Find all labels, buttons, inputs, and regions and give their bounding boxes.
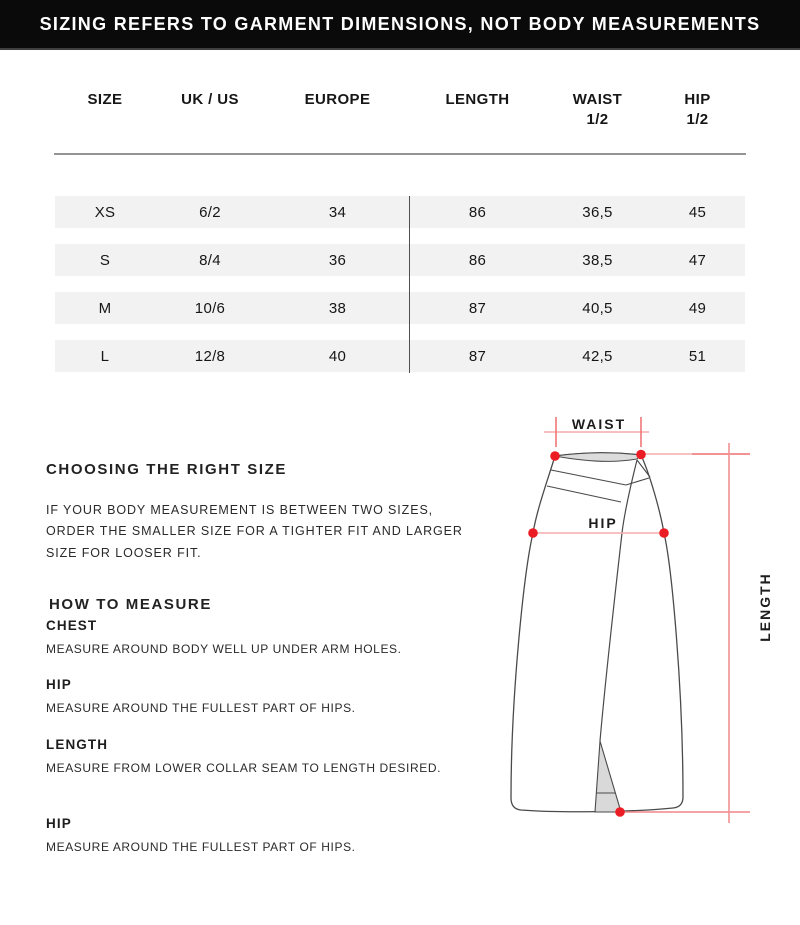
column-header-length: LENGTH xyxy=(445,91,510,108)
measure-desc: MEASURE AROUND BODY WELL UP UNDER ARM HOLES. xyxy=(46,642,402,656)
table-cell: 38,5 xyxy=(582,251,613,269)
length-label: LENGTH xyxy=(757,572,773,642)
table-cell: M xyxy=(98,299,112,317)
disclaimer-banner xyxy=(0,0,800,50)
measure-desc: MEASURE AROUND THE FULLEST PART OF HIPS. xyxy=(46,840,356,854)
table-cell: 47 xyxy=(688,251,707,269)
table-cell: L xyxy=(100,347,110,365)
table-cell: S xyxy=(99,251,111,269)
table-cell: XS xyxy=(94,203,116,221)
table-cell: 87 xyxy=(468,347,487,365)
hip-dot-left xyxy=(528,528,538,538)
measure-item-hip-2 xyxy=(46,816,448,858)
table-cell: 6/2 xyxy=(199,203,221,221)
table-cell: 49 xyxy=(688,299,707,317)
table-cell: 86 xyxy=(468,251,487,269)
waist-label: WAIST xyxy=(571,416,627,432)
how-to-measure-title: HOW TO MEASURE xyxy=(49,596,212,614)
table-row-m xyxy=(55,292,745,324)
column-header-waist: WAIST 1/2 xyxy=(572,91,623,128)
choosing-size-title: CHOOSING THE RIGHT SIZE xyxy=(46,461,287,479)
table-row-l xyxy=(55,340,745,372)
table-cell: 87 xyxy=(468,299,487,317)
measure-term: LENGTH xyxy=(46,737,109,752)
table-cell: 12/8 xyxy=(194,347,226,365)
measure-desc: MEASURE AROUND THE FULLEST PART OF HIPS. xyxy=(46,701,356,715)
waist-dot-right xyxy=(636,450,646,460)
measure-term: CHEST xyxy=(46,618,98,633)
skirt-outline xyxy=(511,453,683,812)
column-header-hip: HIP 1/2 xyxy=(684,91,711,128)
table-cell: 8/4 xyxy=(199,251,221,269)
measure-desc: MEASURE FROM LOWER COLLAR SEAM TO LENGTH DESIRED. xyxy=(46,761,442,775)
measure-term: HIP xyxy=(46,816,72,831)
table-cell: 10/6 xyxy=(194,299,226,317)
table-row-s xyxy=(55,244,745,276)
header-divider-line xyxy=(54,153,746,155)
waist-dot-left xyxy=(550,451,560,461)
table-cell: 51 xyxy=(688,347,707,365)
size-table-header xyxy=(55,90,745,130)
table-cell: 42,5 xyxy=(582,347,613,365)
table-cell: 40,5 xyxy=(582,299,613,317)
disclaimer-text: SIZING REFERS TO GARMENT DIMENSIONS, NOT BODY MEASUREMENTS xyxy=(39,13,761,34)
hip-label: HIP xyxy=(588,515,618,531)
column-header-europe: EUROPE xyxy=(304,91,371,108)
measure-item-hip xyxy=(46,677,448,719)
measure-term: HIP xyxy=(46,677,72,692)
column-header-size: SIZE xyxy=(87,91,123,108)
table-column-divider xyxy=(409,196,410,373)
measure-item-length xyxy=(46,737,448,779)
hip-dot-right xyxy=(659,528,669,538)
skirt-measurement-diagram xyxy=(480,395,800,840)
table-cell: 36,5 xyxy=(582,203,613,221)
table-cell: 40 xyxy=(328,347,347,365)
table-cell: 38 xyxy=(328,299,347,317)
table-cell: 34 xyxy=(328,203,347,221)
size-table-body xyxy=(55,196,745,388)
measure-item-chest xyxy=(46,618,448,660)
table-cell: 86 xyxy=(468,203,487,221)
column-header-ukus: UK / US xyxy=(181,91,239,108)
choosing-size-text: IF YOUR BODY MEASUREMENT IS BETWEEN TWO SIZES, ORDER THE SMALLER SIZE FOR A TIGHTER FIT AND LARGER SIZE FOR LOOSER FIT. xyxy=(46,502,463,560)
hem-dot xyxy=(615,807,625,817)
table-row-xs xyxy=(55,196,745,228)
table-cell: 45 xyxy=(688,203,707,221)
table-cell: 36 xyxy=(328,251,347,269)
